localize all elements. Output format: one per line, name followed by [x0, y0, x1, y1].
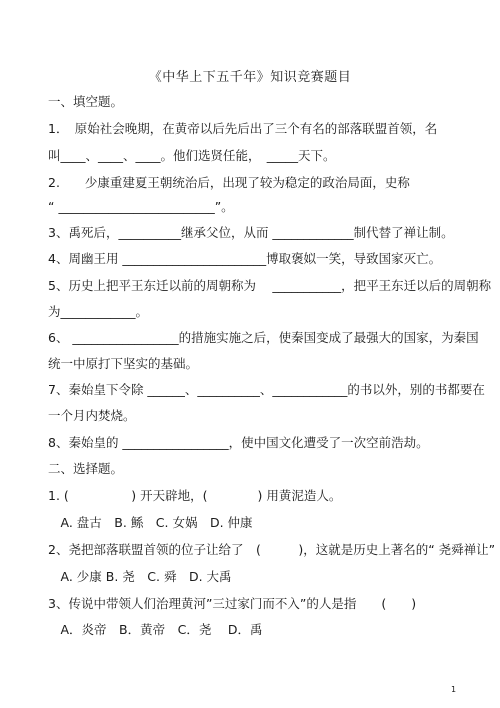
question-5-line-2: 为____________。: [48, 304, 149, 319]
question-7-line-1: 7、秦始皇下令除 ______、__________、____________的书以外，别的书都要在: [48, 382, 485, 397]
mc-question-2-options: A. 少康 B. 尧 C. 舜 D. 大禹: [48, 569, 232, 584]
section-heading-fill-in: 一、填空题。: [48, 94, 124, 109]
mc-question-3-options: A．炎帝 B．黄帝 C．尧 D．禹: [48, 622, 263, 637]
question-2-line-1: 2. 少康重建夏王朝统治后，出现了较为稳定的政治局面，史称: [48, 175, 410, 190]
mc-question-1: 1. ( ) 开天辟地，( ) 用黄泥造人。: [48, 488, 342, 503]
question-8: 8、秦始皇的 _________________，使中国文化遭受了一次空前浩劫。: [48, 435, 429, 450]
mc-question-3: 3、传说中带领人们治理黄河”三过家门而不入”的人是指 ( ): [48, 596, 417, 611]
question-1-line-2: 叫____、____、____。他们选贤任能， _____天下。: [48, 148, 336, 163]
question-1-line-1: 1． 原始社会晚期，在黄帝以后先后出了三个有名的部落联盟首领，名: [48, 121, 438, 136]
question-6-line-1: 6、 _________________的措施实施之后，使秦国变成了最强大的国家，为秦国: [48, 330, 479, 345]
mc-question-1-options: A. 盘古 B. 鲧 C. 女娲 D. 仲康: [48, 515, 253, 530]
page-title: 《中华上下五千年》知识竞赛题目: [148, 70, 352, 85]
question-3: 3、禹死后，__________继承父位，从而 _____________制代替了禅让制。: [48, 225, 454, 240]
question-4: 4、周幽王用 _______________________博取褒姒一笑，导致国家灭亡。: [48, 251, 442, 266]
page-number: 1: [451, 685, 457, 694]
section-heading-multiple-choice: 二、选择题。: [48, 461, 124, 476]
question-5-line-1: 5、历史上把平王东迁以前的周朝称为 ___________，把平王东迁以后的周朝称: [48, 278, 492, 293]
question-7-line-2: 一个月内焚烧。: [48, 408, 136, 423]
question-2-line-2: “ _________________________”。: [48, 199, 234, 214]
mc-question-2: 2、尧把部落联盟首领的位子让给了 ( )，这就是历史上著名的“ 尧舜禅让”: [48, 542, 496, 557]
question-6-line-2: 统一中原打下坚实的基础。: [48, 356, 199, 371]
